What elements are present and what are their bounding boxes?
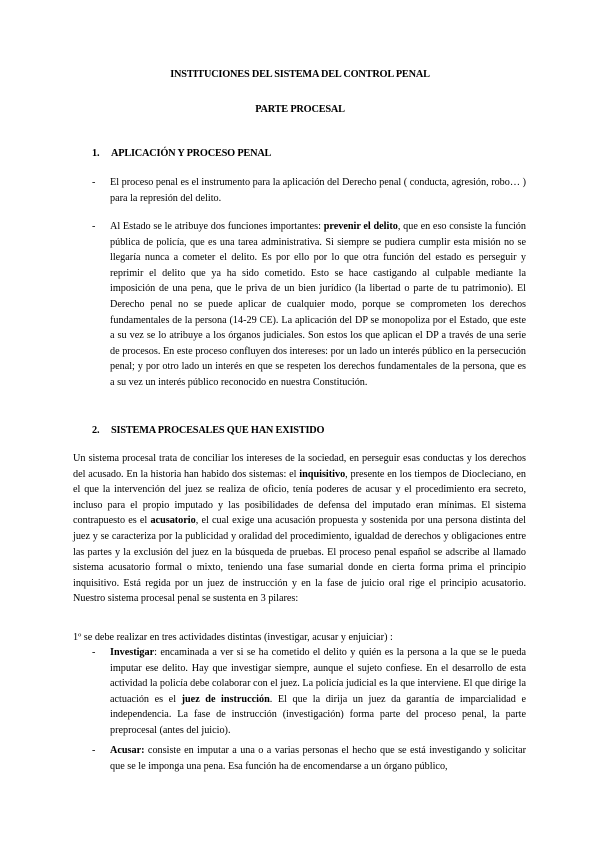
section-1-title: APLICACIÓN Y PROCESO PENAL <box>111 148 272 159</box>
bullet-dash: - <box>92 745 96 756</box>
section-1-heading <box>92 148 271 159</box>
bullet-dash: - <box>92 221 96 232</box>
emphasis-juez-instruccion: juez de instrucción <box>181 693 270 705</box>
bullet-dash: - <box>92 647 96 658</box>
emphasis-acusar: Acusar: <box>110 745 145 756</box>
investigar-item: Investigar: encaminada a ver si se ha cometido el delito y quién es la persona a la que se le pueda imputar ese delito. Hay que investigar siempre, aunque el sujeto confiese. En el desarrollo de esta actividad la policía debe colaborar con el juez. La policía judicial es la que interviene. El que dirige la actuación es el juez de instrucción. El que la dirija un juez da garantía de imparcialidad e independencia. La fase de instrucción (investigación) forma parte del proceso penal, la parte preprocesal (antes del juicio). <box>110 647 526 736</box>
section-2-number: 2. <box>92 425 100 436</box>
document-subtitle: PARTE PROCESAL <box>255 104 345 115</box>
section-1-bullet-2: Al Estado se le atribuye dos funciones importantes: prevenir el delito, que en eso consiste la función pública de policía, que es una tarea administrativa. Si siempre se pudiera cumplir esta misión no se llegaría nunca a cometer el delito. Es por ello por lo que otra función del estado es perseguir y reprimir el delito que ya ha sido cometido. Esto se hace castigando al culpable mediante la imposición de una pena, que le priva de un bien jurídico (la libertad o parte de tu patrimonio). El Derecho penal no se puede aplicar de cualquier modo, porque se comprometen los derechos fundamentales de la persona (14-29 CE). La aplicación del DP se monopoliza por el Estado, que este a su vez se lo atribuye a los órganos judiciales. Son estos los que aplican el DP a través de una serie de procesos. En este proceso confluyen dos intereses: por un lado un interés público en la persecución penal; y por otro lado un interés en que se respeten los derechos fundamentales de la persona, que es a su vez un interés público reconocido en nuestra Constitución. <box>110 221 526 388</box>
emphasis-prevenir: prevenir el delito <box>323 221 398 232</box>
section-1-bullet-1: El proceso penal es el instrumento para la aplicación del Derecho penal ( conducta, agresión, robo… ) para la represión del delito. <box>110 177 526 204</box>
section-2-title: SISTEMA PROCESALES QUE HAN EXISTIDO <box>111 425 325 436</box>
section-1-number: 1. <box>92 148 100 159</box>
emphasis-acusatorio: acusatorio <box>150 515 196 527</box>
pillar-1-intro: 1º se debe realizar en tres actividades distintas (investigar, acusar y enjuiciar) : <box>73 632 393 643</box>
bullet-dash: - <box>92 177 96 188</box>
emphasis-investigar: Investigar <box>110 647 155 658</box>
section-2-paragraph: Un sistema procesal trata de conciliar los intereses de la sociedad, en perseguir esas conductas y los derechos del acusado. En la historia han habido dos sistemas: el inquisitivo, presente en los tiempos de Diocleciano, en el que la intervención del juez se realiza de oficio, tenía poderes de acusar y el procedimiento era secreto, incluso para el propio imputado y las posibilidades de defensa del imputado eran mínimas. El sistema contrapuesto es el acusatorio, el cual exige una acusación propuesta y sostenida por una persona distinta del juez y se caracteriza por la publicidad y oralidad del procedimiento, igualdad de derechos y obligaciones entre las partes y la exclusión del juez en la búsqueda de pruebas. El proceso penal español se adscribe al llamado sistema acusatorio formal o mixto, teniendo una fase sumarial donde en cierta forma prima el principio inquisitivo. Está regida por un juez de instrucción y en la fase de juicio oral rige el principio acusatorio. Nuestro sistema procesal penal se sustenta en 3 pilares: <box>73 453 526 605</box>
emphasis-inquisitivo: inquisitivo <box>299 468 346 480</box>
section-2-heading <box>92 425 324 436</box>
acusar-item: Acusar: consiste en imputar a una o a varias personas el hecho que se está investigando y solicitar que se le imponga una pena. Esa función ha de encomendarse a un órgano público, <box>110 745 526 772</box>
document-title: INSTITUCIONES DEL SISTEMA DEL CONTROL PENAL <box>170 69 430 80</box>
